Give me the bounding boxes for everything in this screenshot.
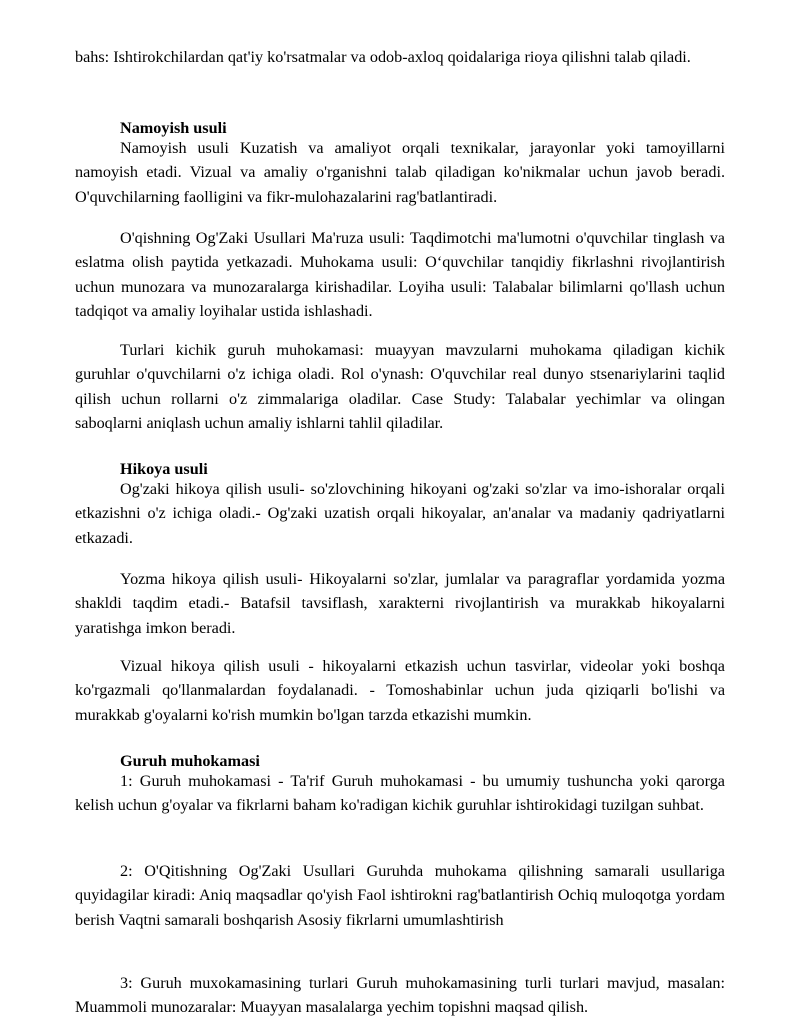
- paragraph-guruh-turlari: 3: Guruh muxokamasining turlari Guruh muhokamasining turli turlari mavjud, masalan: Muammoli munozaralar: Muayyan masalalarga yechim topishni maqsad qilish.: [75, 974, 725, 1017]
- paragraph-guruh-tarif: 1: Guruh muhokamasi - Ta'rif Guruh muhokamasi - bu umumiy tushuncha yoki qarorga kelish uchun g'oyalar va fikrlarni baham ko'radigan kichik guruhlar ishtirokidagi tuzilgan suhbat.: [75, 772, 725, 815]
- paragraph-guruh-usullari: 2: O'Qitishning Og'Zaki Usullari Guruhda muhokama qilishning samarali usullariga quyidagilar kiradi: Aniq maqsadlar qo'yish Faol ishtirokni rag'batlantirish Ochiq muloqotga yordam berish Vaqtni samarali boshqarish Asosiy fikrlarni umumlashtirish: [75, 862, 725, 929]
- paragraph-ogzaki-hikoya: Og'zaki hikoya qilish usuli- so'zlovchining hikoyani og'zaki so'zlar va imo-ishoralar orqali etkazishni o'z ichiga oladi.- Og'zaki uzatish orqali hikoyalar, an'analar va madaniy qadriyatlarni etkazadi.: [75, 480, 725, 547]
- paragraph-kichik-guruh: Turlari kichik guruh muhokamasi: muayyan mavzularni muhokama qiladigan kichik guruhlar o'quvchilarni o'z ichiga oladi. Rol o'ynash: O'quvchilar real dunyo stsenariylarini taqlid qilish uchun rollarni o'z zimmalariga oladilar. Case Study: Talabalar yechimlar va olingan saboqlarni aniqlash uchun amaliy ishlarni tahlil qiladilar.: [75, 341, 725, 432]
- heading-guruh-muhokamasi: Guruh muhokamasi: [120, 752, 260, 770]
- paragraph-vizual-hikoya: Vizual hikoya qilish usuli - hikoyalarni etkazish uchun tasvirlar, videolar yoki boshqa ko'rgazmali qo'llanmalardan foydalanadi. - Tomoshabinlar uchun juda qiziqarli bo'lishi va murakkab g'oyalarni ko'rish mumkin bo'lgan tarzda etkazishi mumkin.: [75, 657, 725, 724]
- heading-hikoya-usuli: Hikoya usuli: [120, 460, 208, 478]
- paragraph-namoyish-usuli: Namoyish usuli Kuzatish va amaliyot orqali texnikalar, jarayonlar yoki tamoyillarni namoyish etadi. Vizual va amaliy o'rganishni talab qiladigan ko'nikmalar uchun javob beradi. O'quvchilarning faolligini va fikr-mulohazalarini rag'batlantiradi.: [75, 139, 725, 206]
- heading-namoyish-usuli: Namoyish usuli: [120, 119, 227, 137]
- paragraph-intro: bahs: Ishtirokchilardan qat'iy ko'rsatmalar va odob-axloq qoidalariga rioya qilishni talab qiladi.: [75, 48, 691, 66]
- paragraph-yozma-hikoya: Yozma hikoya qilish usuli- Hikoyalarni so'zlar, jumlalar va paragraflar yordamida yozma shakldi taqdim etadi.- Batafsil tavsiflash, xarakterni rivojlantirish va murakkab hikoyalarni yaratishga imkon beradi.: [75, 570, 725, 637]
- paragraph-ogzaki-usullari: O'qishning Og'Zaki Usullari Ma'ruza usuli: Taqdimotchi ma'lumotni o'quvchilar tinglash va eslatma olish paytida yetkazadi. Muhokama usuli: O‘quvchilar tanqidiy fikrlashni rivojlantirish uchun munozara va munozaralarga kirishadilar. Loyiha usuli: Talabalar bilimlarni qo'llash uchun tadqiqot va amaliy loyihalar ustida ishlashadi.: [75, 229, 725, 320]
